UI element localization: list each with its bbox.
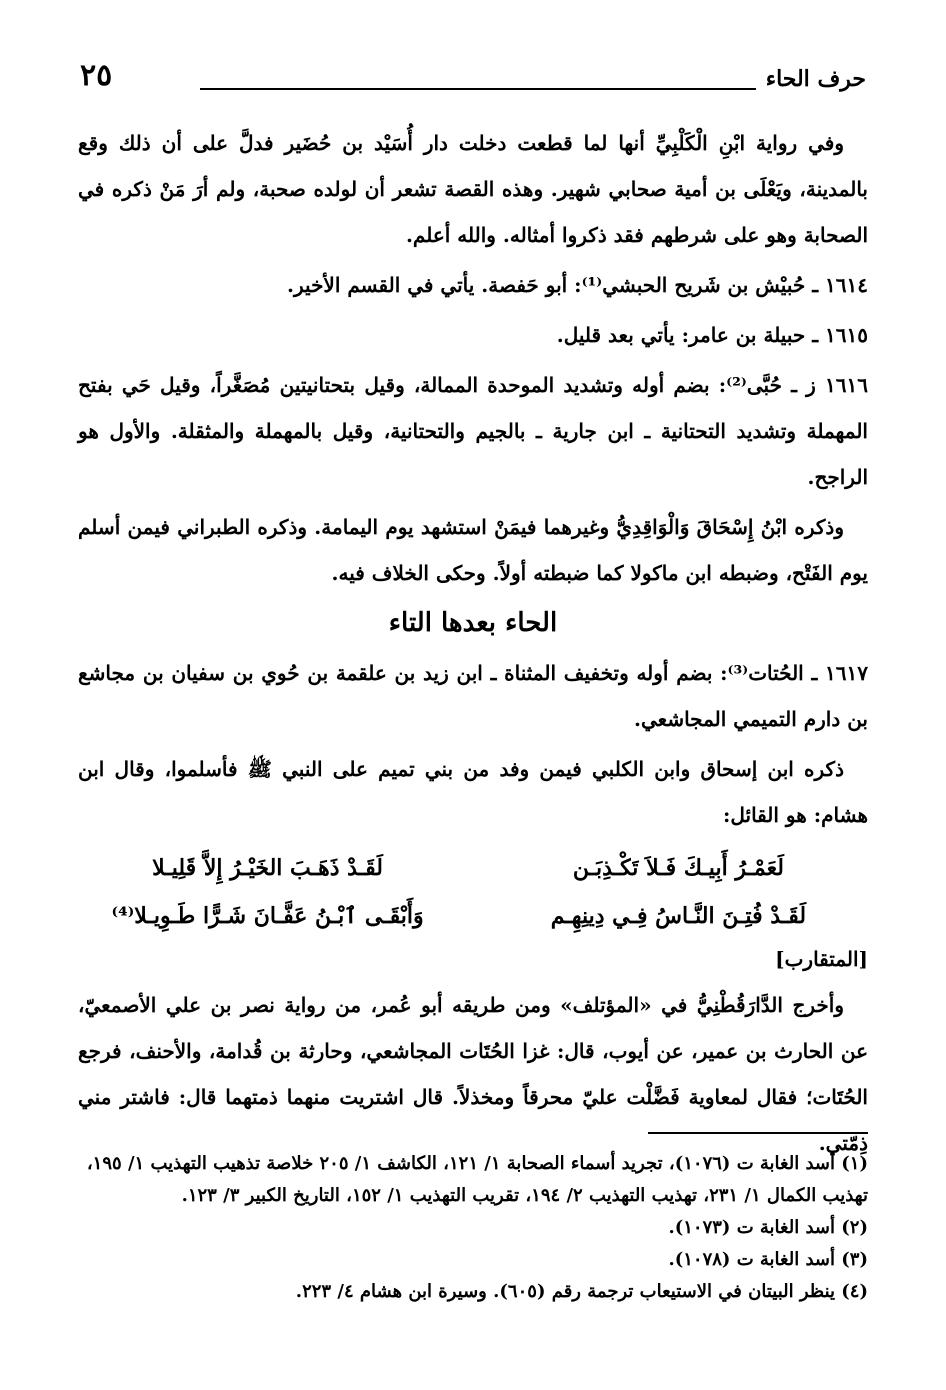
entry-1616: ١٦١٦ ز ـ حُبَّى⁽²⁾: بضم أوله وتشديد الموحدة الممالة، وقيل بتحتانيتين مُصَغَّراً، وقيل حَي بفتح المهملة وتشديد التحتانية ـ ابن جارية ـ بالجيم والتحتانية، وقيل بالمهملة والمثقلة. والأول هو الراجح. — [78, 373, 868, 489]
footnote-2: (٢) أسد الغابة ت (١٠٧٣). — [668, 1217, 868, 1238]
paragraph-2: وذكره ابْنُ إِسْحَاقَ وَالْوَاقِدِيُّ وغيرهما فيمَنْ استشهد يوم اليمامة. وذكره الطبراني فيمن أسلم يوم الفَتْح، وضبطه ابن ماكولا كما ضبطته أولاً. وحكى الخلاف فيه. — [78, 515, 868, 585]
entry-1617: ١٦١٧ ـ الحُتات⁽³⁾: بضم أوله وتخفيف المثناة ـ ابن زيد بن علقمة بن حُوي بن سفيان بن مجاشع بن دارم التميمي المجاشعي. — [78, 661, 868, 731]
poem-line-2 — [78, 892, 868, 940]
paragraph-4: وأخرج الدَّارَقُطْنِيُّ في «المؤتلف» ومن طريقه أبو عُمر، من رواية نصر بن علي الأصمعيّ، عن الحارث بن عمير، عن أيوب، قال: غزا الحُتَات المجاشعي، وحارثة بن قُدامة، والأحنف، فرجع الحُتَات؛ فقال لمعاوية فَضَّلْت عليّ محرقاً ومخذلاً. قال اشتريت منهما ذمتهما قال: فاشتر مني ذِمّتي. — [78, 993, 868, 1155]
page-number: ٢٥ — [80, 58, 113, 93]
poem-hemistich: لَعَمْـرُ أَبِيـكَ فَـلاَ تَكْـذِبَـن — [572, 855, 784, 881]
footnotes — [80, 1148, 868, 1308]
paragraph-3: ذكره ابن إسحاق وابن الكلبي فيمن وفد من بني تميم على النبي ﷺ فأسلموا، وقال ابن هشام: هو القائل: — [78, 757, 868, 827]
footnote-separator — [648, 1132, 868, 1134]
chapter-title: حرف الحاء — [765, 66, 866, 92]
poem-hemistich: وَأَبْقَـى ٱبْـنُ عَفَّـانَ شَـرًّا طَـوِيـلا⁽⁴⁾ — [111, 903, 424, 929]
entry-1614: ١٦١٤ ـ حُبيْش بن شَريح الحبشي⁽¹⁾: أبو حَفصة. يأتي في القسم الأخير. — [287, 273, 868, 297]
poem — [78, 844, 868, 982]
poem-hemistich: لَقَـدْ ذَهَـبَ الخَيْـرُ إِلاَّ قَلِيـلا — [152, 855, 383, 881]
page-header — [80, 58, 866, 98]
poem-meter: [المتقارب] — [775, 947, 868, 971]
poem-line-1 — [78, 844, 868, 892]
poem-hemistich: لَقَـدْ فُتِـنَ النَّـاسُ فِـي دِينِهِـم — [550, 903, 807, 929]
header-rule — [200, 88, 756, 90]
entry-1615: ١٦١٥ ـ حبيلة بن عامر: يأتي بعد قليل. — [556, 323, 868, 347]
section-title: الحاء بعدها التاء — [388, 608, 558, 638]
paragraph-1: وفي رواية ابْنِ الْكَلْبِيِّ أنها لما قطعت دخلت دار أُسَيْد بن حُضَير فدلَّ على أن ذلك وقع بالمدينة، ويَعْلَى بن أمية صحابي شهير. وهذه القصة تشعر أن لولده صحبة، ولم أرَ مَنْ ذكره في الصحابة وهو على شرطهم فقد ذكروا أمثاله. والله أعلم. — [78, 131, 868, 247]
footnote-4: (٤) ينظر البيتان في الاستيعاب ترجمة رقم (٦٠٥). وسيرة ابن هشام ٤/ ٢٢٣. — [295, 1281, 868, 1302]
footnote-3: (٣) أسد الغابة ت (١٠٧٨). — [668, 1249, 868, 1270]
footnote-1: (١) أسد الغابة ت (١٠٧٦)، تجريد أسماء الصحابة ١/ ١٢١، الكاشف ١/ ٢٠٥ خلاصة تذهيب التهذيب ١/ ١٩٥، تهذيب الكمال ١/ ٢٣١، تهذيب التهذيب ٢/ ١٩٤، تقريب التهذيب ١/ ١٥٢، التاريخ الكبير ٣/ ١٢٣. — [86, 1153, 868, 1206]
main-text — [78, 120, 868, 1166]
